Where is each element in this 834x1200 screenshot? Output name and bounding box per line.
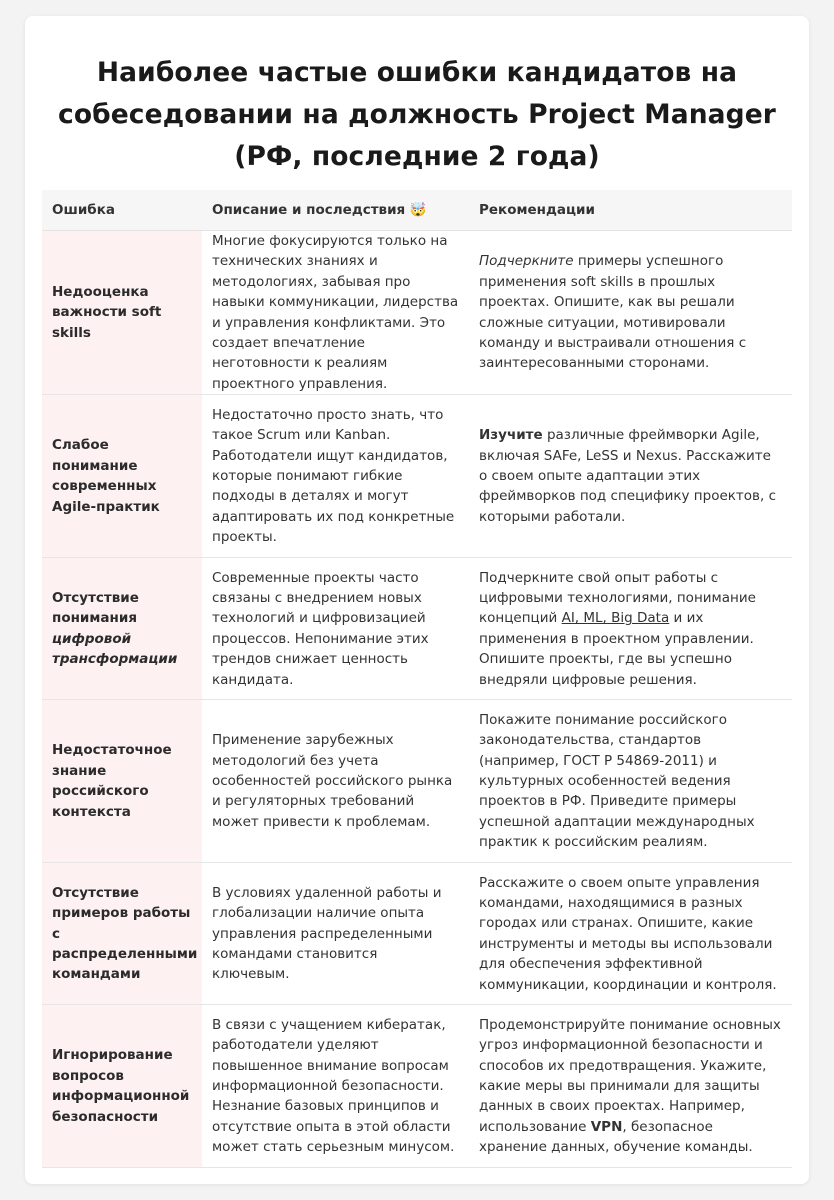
error-cell: Игнорирование вопросов информационной безопасности [42, 1005, 202, 1168]
content-card [25, 16, 809, 1184]
column-header-error: Ошибка [42, 190, 202, 231]
error-cell: Слабое понимание современных Agile-практик [42, 395, 202, 558]
recommendation-text: Продемонстрируйте понимание основных угроз информационной безопасности и способов их предотвращения. Укажите, какие меры вы принимали для защиты данных в своих проектах. Например, использование [479, 1016, 781, 1135]
description-cell: Многие фокусируются только на технических знаниях и методологиях, забывая про навыки коммуникации, лидерства и управления конфликтами. Это создает впечатление неготовности к реалиям проектного управления. [202, 231, 469, 395]
recommendation-text: примеры успешного применения soft skills в прошлых проектах. Опишите, как вы решали сложные ситуации, мотивировали команду и выстраивали отношения с заинтересованными сторонами. [479, 253, 747, 372]
emphasis-text: Подчеркните [479, 253, 574, 270]
strong-text: Изучите [479, 427, 543, 444]
table-header-row [42, 190, 792, 231]
emphasis-text: цифровой трансформации [52, 630, 178, 668]
recommendation-cell [469, 1005, 792, 1168]
table-row [42, 395, 792, 558]
description-cell: Современные проекты часто связаны с внедрением новых технологий и цифровизацией процессов. Непонимание этих трендов снижает ценность кандидата. [202, 558, 469, 700]
error-cell: Отсутствие примеров работы с распределенными командами [42, 863, 202, 1005]
table-row [42, 863, 792, 1005]
error-cell: Недостаточное знание российского контекста [42, 700, 202, 863]
page-title: Наиболее частые ошибки кандидатов на собеседовании на должность Project Manager (РФ, последние 2 года) [58, 57, 776, 172]
description-cell: В связи с учащением кибератак, работодатели уделяют повышенное внимание вопросам информационной безопасности. Незнание базовых принципов и отсутствие опыта в этой области может стать серьезным минусом. [202, 1005, 469, 1168]
table-row [42, 700, 792, 863]
strong-text: VPN [590, 1118, 623, 1135]
description-cell: Недостаточно просто знать, что такое Scrum или Kanban. Работодатели ищут кандидатов, которые понимают гибкие подходы в деталях и могут адаптировать их под конкретные проекты. [202, 395, 469, 558]
error-text: Отсутствие понимания [52, 589, 139, 627]
recommendation-cell: Покажите понимание российского законодательства, стандартов (например, ГОСТ Р 54869-2011) и культурных особенностей ведения проектов в РФ. Приведите примеры успешной адаптации международных практик к российским реалиям. [469, 700, 792, 863]
recommendation-text: различные фреймворки Agile, включая SAFe, LeSS и Nexus. Расскажите о своем опыте адаптации этих фреймворков под специфику проектов, с которыми работали. [479, 427, 776, 525]
recommendation-text: и их применения в проектном управлении. Опишите проекты, где вы успешно внедряли цифровые решения. [479, 610, 754, 688]
table-row [42, 231, 792, 395]
underlined-link[interactable]: AI, ML, Big Data [561, 610, 670, 627]
description-cell: Применение зарубежных методологий без учета особенностей российского рынка и регуляторных требований может привести к проблемам. [202, 700, 469, 863]
column-header-recommendations: Рекомендации [469, 190, 792, 231]
recommendation-cell [469, 558, 792, 700]
recommendation-cell: Расскажите о своем опыте управления командами, находящимися в разных городах или странах. Опишите, какие инструменты и методы вы использовали для обеспечения эффективной коммуникации, координации и контроля. [469, 863, 792, 1005]
column-header-description: Описание и последствия 🤯 [202, 190, 469, 231]
error-cell: Недооценка важности soft skills [42, 231, 202, 395]
error-cell [42, 558, 202, 700]
table-row [42, 558, 792, 700]
recommendation-cell [469, 231, 792, 395]
recommendation-text: Подчеркните свой опыт работы с цифровыми технологиями, понимание концепций [479, 569, 756, 627]
recommendation-cell [469, 395, 792, 558]
errors-table [42, 190, 792, 1168]
recommendation-text: , безопасное хранение данных, обучение команды. [479, 1118, 753, 1156]
description-cell: В условиях удаленной работы и глобализации наличие опыта управления распределенными командами становится ключевым. [202, 863, 469, 1005]
table-row [42, 1005, 792, 1168]
